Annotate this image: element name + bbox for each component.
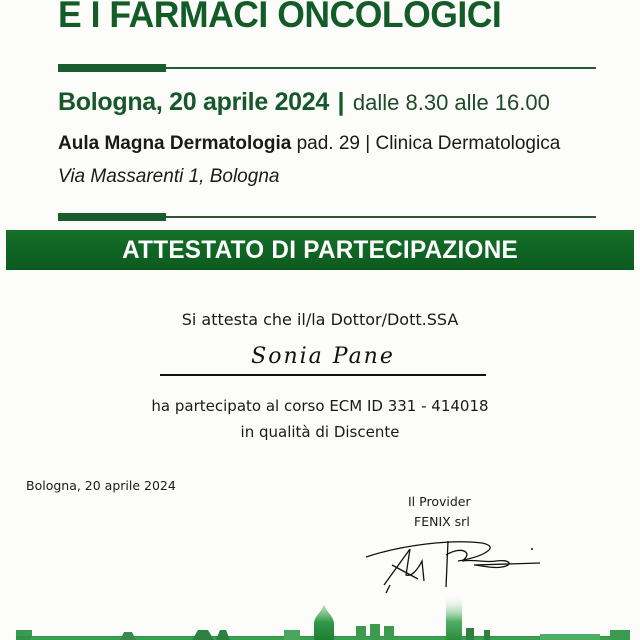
venue-address: Via Massarenti 1, Bologna: [58, 166, 280, 187]
event-date-line: [58, 88, 550, 117]
top-divider: [58, 64, 596, 72]
participant-name-field: [160, 342, 486, 378]
course-statement: ha partecipato al corso ECM ID 331 - 414018: [151, 397, 489, 415]
participant-name: Sonia Pane: [251, 344, 395, 369]
separator: |: [337, 88, 345, 116]
signature-icon: [362, 535, 542, 595]
provider-label: Il Provider: [408, 494, 471, 509]
event-date: Bologna, 20 aprile 2024: [58, 88, 329, 116]
name-underline: [160, 374, 486, 376]
attest-statement: Si attesta che il/la Dottor/Dott.SSA: [181, 310, 459, 329]
venue-line: [58, 133, 560, 155]
banner-title: ATTESTATO DI PARTECIPAZIONE: [122, 235, 518, 264]
bologna-skyline-graphic: [0, 590, 640, 640]
course-title: E I FARMACI ONCOLOGICI: [58, 0, 502, 35]
event-hours: dalle 8.30 alle 16.00: [352, 90, 550, 115]
role-statement: in qualità di Discente: [240, 423, 400, 441]
place-date: Bologna, 20 aprile 2024: [26, 478, 176, 493]
provider-name: FENIX srl: [414, 514, 470, 529]
venue-detail: pad. 29 | Clinica Dermatologica: [291, 133, 561, 154]
venue-name: Aula Magna Dermatologia: [58, 133, 292, 154]
certificate-banner: [6, 230, 634, 270]
bottom-divider: [58, 213, 596, 221]
